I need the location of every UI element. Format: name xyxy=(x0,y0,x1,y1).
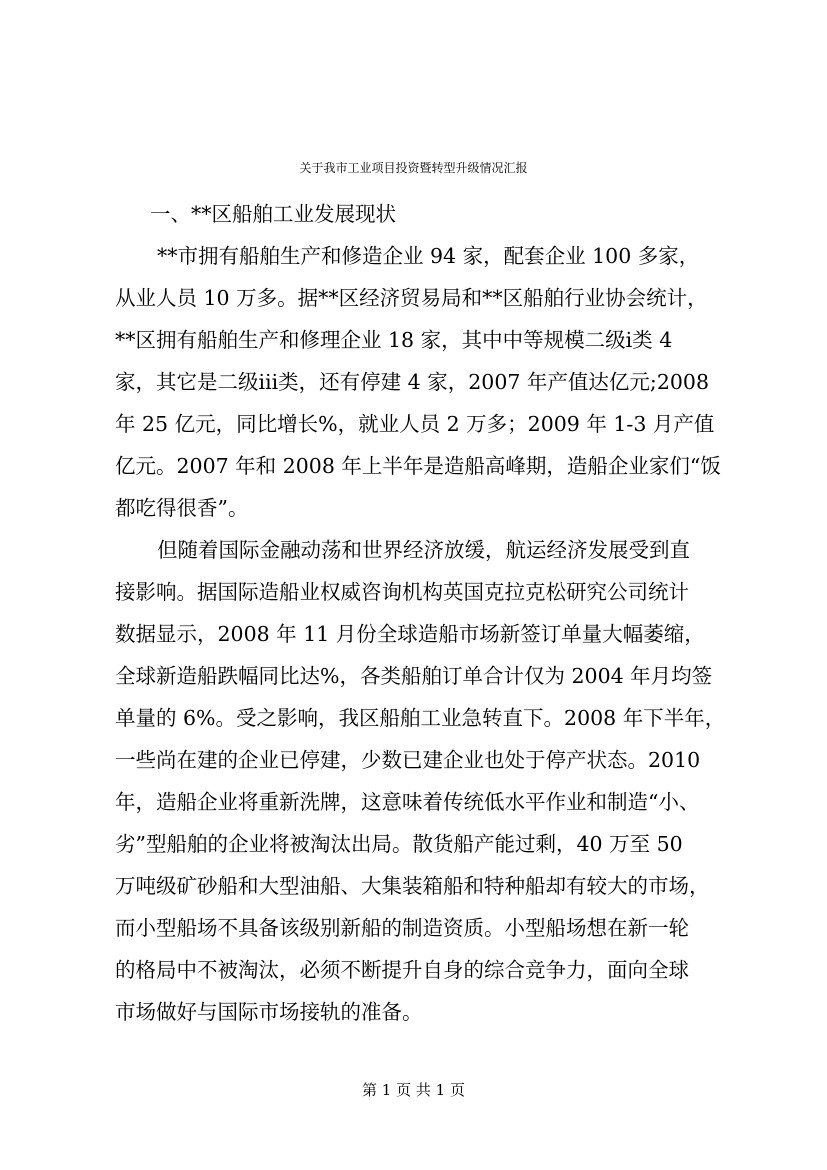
paragraph-line: 接影响。据国际造船业权威咨询机构英国克拉克松研究公司统计 xyxy=(115,580,689,604)
paragraph-line: 年，造船企业将重新洗牌，这意味着传统低水平作业和制造“小、 xyxy=(115,790,700,814)
paragraph-line: 亿元。2007 年和 2008 年上半年是造船高峰期，造船企业家们“饭 xyxy=(115,454,721,478)
paragraph-line: 的格局中不被淘汰，必须不断提升自身的综合竞争力，面向全球 xyxy=(115,958,689,982)
paragraph-line: **市拥有船舶生产和修造企业 94 家，配套企业 100 多家， xyxy=(157,244,700,268)
paragraph-line: 从业人员 10 万多。据**区经济贸易局和**区船舶行业协会统计， xyxy=(115,286,708,310)
paragraph-line: 劣”型船舶的企业将被淘汰出局。散货船产能过剩，40 万至 50 xyxy=(115,832,683,856)
paragraph-line: 但随着国际金融动荡和世界经济放缓，航运经济发展受到直 xyxy=(157,538,690,562)
paragraph-line: 都吃得很香”。 xyxy=(115,496,249,520)
paragraph-line: 而小型船场不具备该级别新船的制造资质。小型船场想在新一轮 xyxy=(115,916,689,940)
paragraph-line: 市场做好与国际市场接轨的准备。 xyxy=(115,1000,423,1024)
paragraph-line: 万吨级矿砂船和大型油船、大集装箱船和特种船却有较大的市场， xyxy=(115,874,710,898)
document-title: 关于我市工业项目投资暨转型升级情况汇报 xyxy=(299,161,528,175)
section-heading: 一、**区船舶工业发展现状 xyxy=(150,202,396,226)
page-number-footer: 第 1 页 共 1 页 xyxy=(362,1081,465,1099)
paragraph-line: 单量的 6%。受之影响，我区船舶工业急转直下。2008 年下半年， xyxy=(115,706,726,730)
paragraph-line: 一些尚在建的企业已停建，少数已建企业也处于停产状态。2010 xyxy=(115,748,701,772)
paragraph-line: 数据显示，2008 年 11 月份全球造船市场新签订单量大幅萎缩， xyxy=(115,622,705,646)
paragraph-line: 全球新造船跌幅同比达%，各类船舶订单合计仅为 2004 年月均签 xyxy=(115,664,713,688)
paragraph-line: 家，其它是二级ⅲ类，还有停建 4 家，2007 年产值达亿元;2008 xyxy=(115,370,710,394)
paragraph-line: **区拥有船舶生产和修理企业 18 家，其中中等规模二级ⅰ类 4 xyxy=(115,328,673,352)
paragraph-line: 年 25 亿元，同比增长%，就业人员 2 万多；2009 年 1-3 月产值 xyxy=(115,412,715,436)
